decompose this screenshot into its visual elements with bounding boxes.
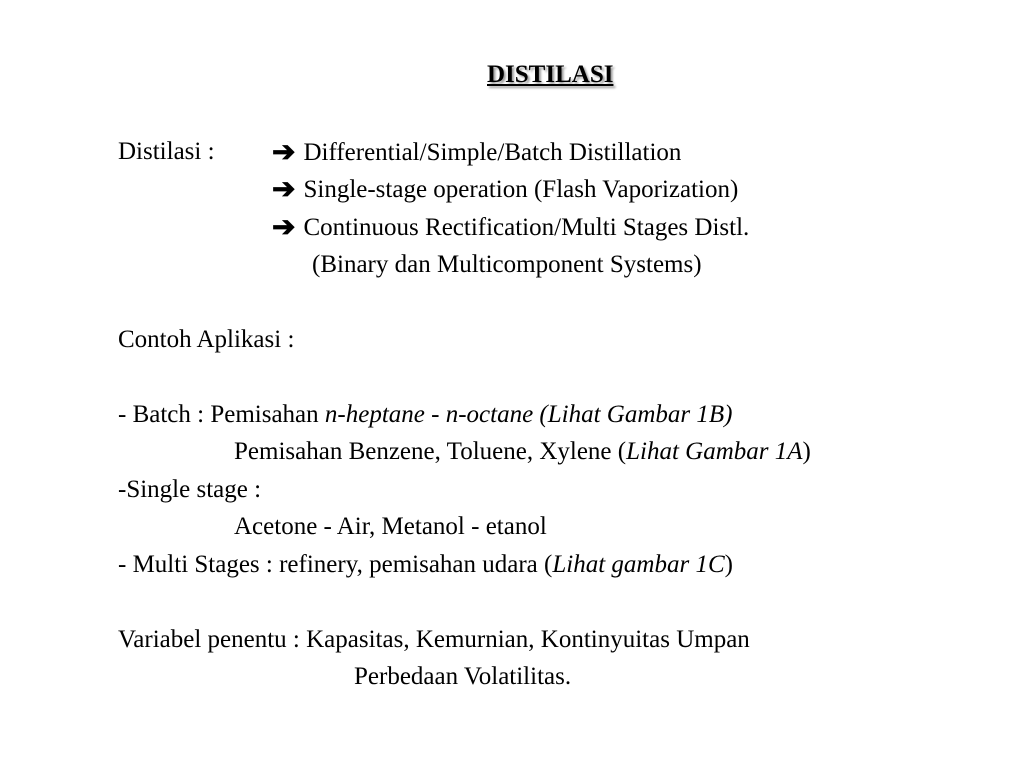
multi-stages-line (118, 550, 733, 580)
contoh-heading: Contoh Aplikasi : (118, 326, 295, 353)
batch-line-2 (234, 437, 811, 467)
variabel-value-2: Perbedaan Volatilitas. (354, 663, 572, 690)
batch-separator: - (424, 401, 446, 428)
slide-title: DISTILASI (487, 61, 614, 88)
multi-ref: Lihat gambar 1C (552, 551, 725, 578)
variabel-value-1: Kapasitas, Kemurnian, Kontinyuitas Umpan (306, 626, 750, 653)
distilasi-item-1 (272, 137, 681, 168)
batch-compound-1: n-heptane (324, 401, 425, 428)
batch-line-1 (118, 400, 732, 430)
variabel-label: Variabel penentu : (118, 626, 307, 653)
batch2-ref: Lihat Gambar 1A (626, 438, 803, 465)
distilasi-label: Distilasi : (118, 138, 215, 165)
distilasi-item-2 (272, 174, 738, 205)
arrow-right-icon: ➔ (272, 137, 296, 168)
distilasi-item-3 (272, 212, 749, 243)
arrow-right-icon: ➔ (272, 212, 296, 243)
single-stage-heading: -Single stage : (118, 476, 262, 503)
variabel-line-1 (118, 625, 750, 655)
arrow-right-icon: ➔ (272, 174, 296, 205)
batch-compound-2: n-octane (Lihat Gambar 1B) (445, 401, 733, 428)
batch2-close: ) (802, 438, 811, 465)
distilasi-item-text: Differential/Simple/Batch Distillation (303, 139, 682, 166)
batch-prefix: - Batch : Pemisahan (118, 401, 325, 428)
single-stage-item: Acetone - Air, Metanol - etanol (234, 513, 547, 540)
distilasi-note: (Binary dan Multicomponent Systems) (312, 251, 702, 278)
distilasi-item-text: Continuous Rectification/Multi Stages Distl. (303, 214, 750, 241)
multi-close: ) (724, 551, 733, 578)
batch2-text: Pemisahan Benzene, Toluene, Xylene ( (234, 438, 627, 465)
multi-text: - Multi Stages : refinery, pemisahan udara ( (118, 551, 553, 578)
distilasi-item-text: Single-stage operation (Flash Vaporization) (303, 176, 739, 203)
